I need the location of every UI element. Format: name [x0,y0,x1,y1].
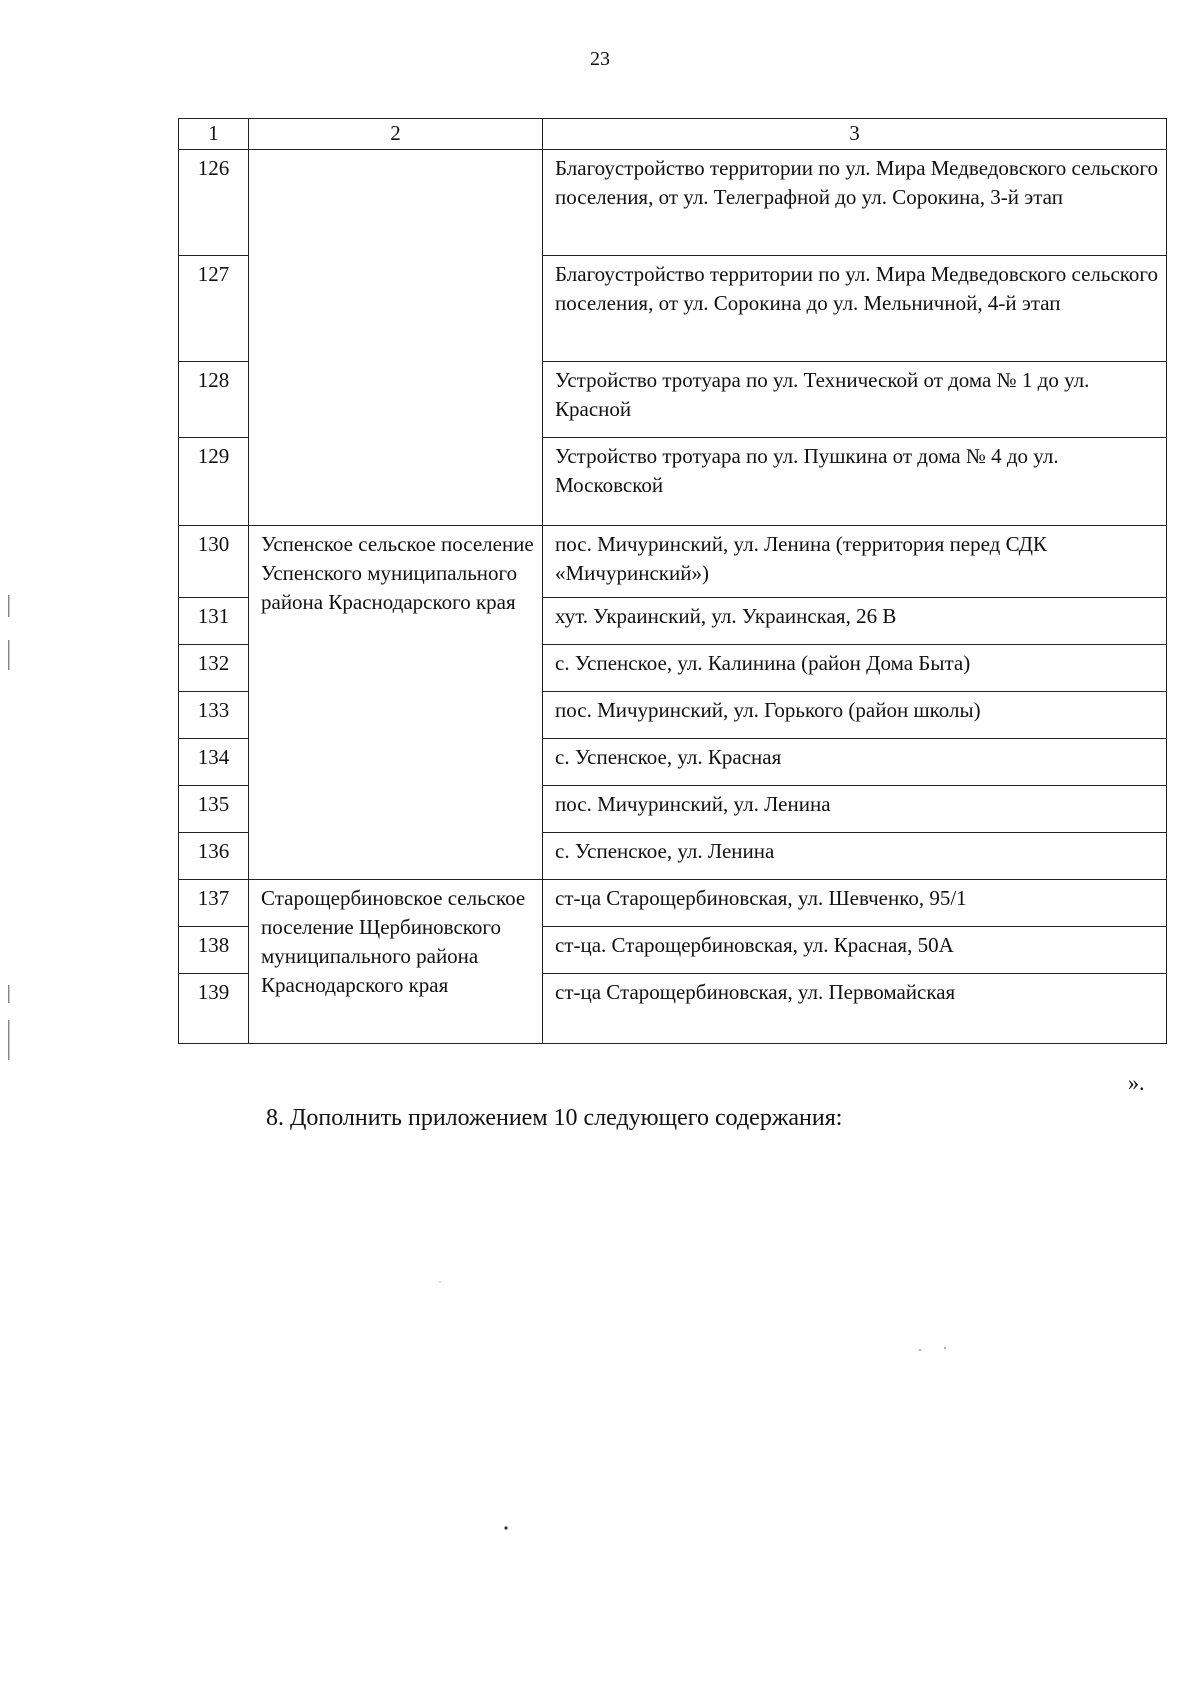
object-cell: Устройство тротуара по ул. Пушкина от дома № 4 до ул. Московской [543,438,1167,526]
object-cell: с. Успенское, ул. Ленина [543,833,1167,880]
scan-artifact [8,985,10,1003]
closing-quote: ». [1128,1070,1145,1095]
row-number: 129 [179,438,249,526]
object-cell: пос. Мичуринский, ул. Ленина [543,786,1167,833]
object-cell: Благоустройство территории по ул. Мира Медведовского сельского поселения, от ул. Сорокина до ул. Мельничной, 4-й этап [543,256,1167,362]
scan-artifact [8,640,10,670]
row-number: 137 [179,880,249,927]
row-number: 126 [179,150,249,256]
header-col-3: 3 [543,119,1167,150]
scan-artifact [439,1281,441,1283]
object-cell: ст-ца. Старощербиновская, ул. Красная, 50А [543,927,1167,974]
object-cell: ст-ца Старощербиновская, ул. Первомайская [543,974,1167,1044]
header-col-2: 2 [249,119,543,150]
row-number: 132 [179,645,249,692]
row-number: 128 [179,362,249,438]
row-number: 133 [179,692,249,739]
page-number: 23 [590,48,610,70]
object-cell: ст-ца Старощербиновская, ул. Шевченко, 95/1 [543,880,1167,927]
object-cell: с. Успенское, ул. Красная [543,739,1167,786]
object-cell: хут. Украинский, ул. Украинская, 26 В [543,598,1167,645]
object-cell: Устройство тротуара по ул. Технической от дома № 1 до ул. Красной [543,362,1167,438]
paragraph-8: 8. Дополнить приложением 10 следующего содержания: [266,1105,843,1131]
row-number: 127 [179,256,249,362]
row-number: 139 [179,974,249,1044]
object-cell: пос. Мичуринский, ул. Горького (район школы) [543,692,1167,739]
scan-artifact [919,1349,921,1351]
scan-artifact [8,1020,10,1060]
scan-artifact [8,595,10,617]
row-number: 134 [179,739,249,786]
row-number: 131 [179,598,249,645]
municipality-cell: Успенское сельское поселение Успенского муниципального района Краснодарского края [249,526,543,880]
row-number: 138 [179,927,249,974]
row-number: 130 [179,526,249,598]
scan-artifact [944,1347,946,1349]
scan-artifact [504,1526,507,1529]
object-cell: Благоустройство территории по ул. Мира Медведовского сельского поселения, от ул. Телеграфной до ул. Сорокина, 3-й этап [543,150,1167,256]
object-cell: пос. Мичуринский, ул. Ленина (территория перед СДК «Мичуринский») [543,526,1167,598]
header-col-1: 1 [179,119,249,150]
municipality-cell: Старощербиновское сельское поселение Щербиновского муниципального района Краснодарского края [249,880,543,1044]
row-number: 135 [179,786,249,833]
object-cell: с. Успенское, ул. Калинина (район Дома Быта) [543,645,1167,692]
row-number: 136 [179,833,249,880]
